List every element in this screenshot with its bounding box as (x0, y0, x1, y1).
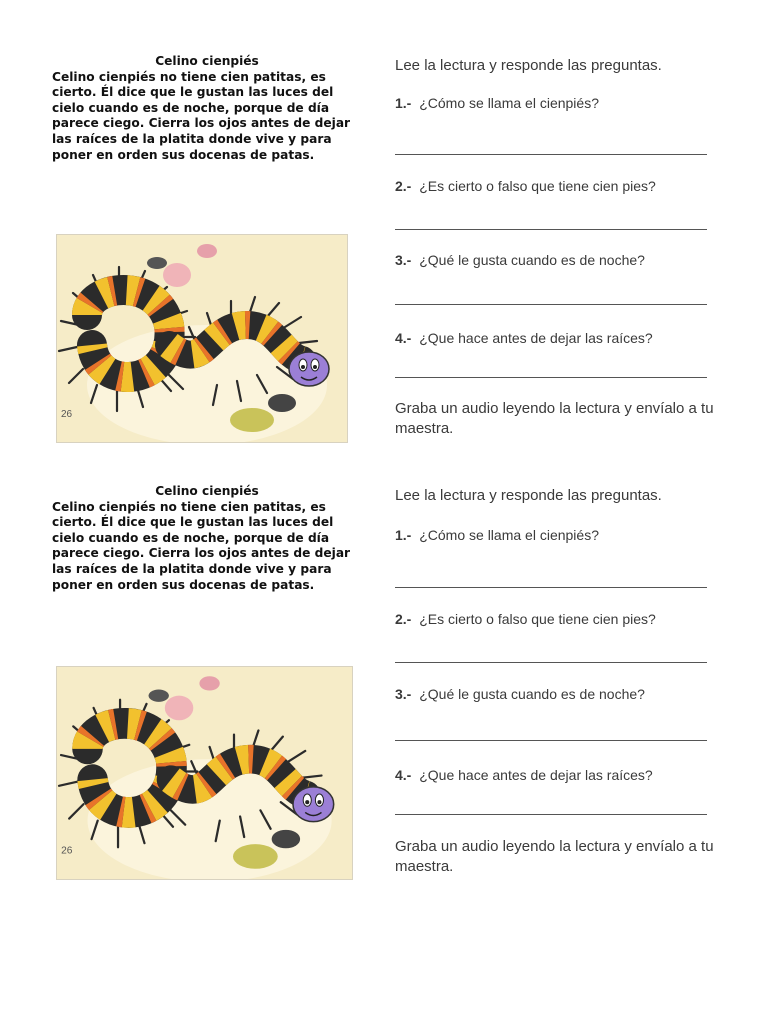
question-text: ¿Qué le gusta cuando es de noche? (419, 252, 645, 268)
centipede-illustration (56, 234, 348, 443)
answer-line-2 (395, 662, 707, 663)
question-1 (395, 95, 599, 111)
centipede-picture (57, 235, 347, 442)
centipede-illustration (56, 666, 353, 880)
question-4 (395, 330, 653, 346)
story-title: Celino cienpiés (155, 54, 259, 68)
question-number: 2.- (395, 611, 412, 627)
question-number: 2.- (395, 178, 412, 194)
centipede-picture (57, 667, 352, 879)
story-text (52, 484, 362, 593)
answer-line-3 (395, 740, 707, 741)
question-text: ¿Qué le gusta cuando es de noche? (419, 686, 645, 702)
question-text: ¿Es cierto o falso que tiene cien pies? (419, 611, 656, 627)
question-text: ¿Cómo se llama el cienpiés? (419, 95, 599, 111)
answer-line-4 (395, 377, 707, 378)
illustration-page-number: 26 (61, 845, 73, 857)
story-title: Celino cienpiés (155, 484, 259, 498)
question-text: ¿Que hace antes de dejar las raíces? (419, 330, 653, 346)
question-number: 1.- (395, 527, 412, 543)
question-2 (395, 178, 656, 194)
question-2 (395, 611, 656, 627)
question-1 (395, 527, 599, 543)
answer-line-4 (395, 814, 707, 815)
answer-line-1 (395, 154, 707, 155)
question-number: 4.- (395, 767, 412, 783)
question-3 (395, 252, 645, 268)
story-body: Celino cienpiés no tiene cien patitas, es cierto. Él dice que le gustan las luces del cielo cuando es de noche, porque de día parece ciego. Cierra los ojos antes de dejar las raíces de la platita donde vive y para poner en orden sus docenas de patas. (52, 499, 351, 592)
instructions: Lee la lectura y responde las preguntas. (395, 57, 662, 74)
question-text: ¿Cómo se llama el cienpiés? (419, 527, 599, 543)
story-body: Celino cienpiés no tiene cien patitas, es cierto. Él dice que le gustan las luces del cielo cuando es de noche, porque de día parece ciego. Cierra los ojos antes de dejar las raíces de la platita donde vive y para poner en orden sus docenas de patas. (52, 69, 351, 162)
question-4 (395, 767, 653, 783)
question-3 (395, 686, 645, 702)
closing-instruction: Graba un audio leyendo la lectura y envíalo a tu maestra. (395, 400, 714, 437)
question-number: 3.- (395, 686, 412, 702)
question-number: 3.- (395, 252, 412, 268)
question-text: ¿Es cierto o falso que tiene cien pies? (419, 178, 656, 194)
story-text (52, 54, 362, 163)
question-number: 1.- (395, 95, 412, 111)
answer-line-1 (395, 587, 707, 588)
question-number: 4.- (395, 330, 412, 346)
closing-instruction: Graba un audio leyendo la lectura y envíalo a tu maestra. (395, 838, 714, 875)
answer-line-3 (395, 304, 707, 305)
instructions: Lee la lectura y responde las preguntas. (395, 487, 662, 504)
question-text: ¿Que hace antes de dejar las raíces? (419, 767, 653, 783)
answer-line-2 (395, 229, 707, 230)
illustration-page-number: 26 (61, 409, 73, 420)
